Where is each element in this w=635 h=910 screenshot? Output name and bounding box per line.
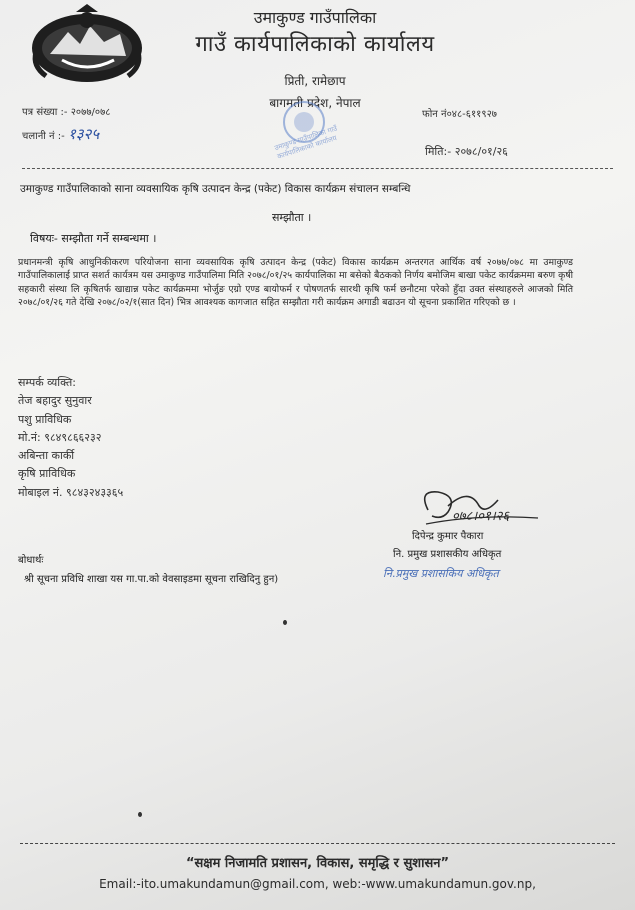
contact-person1-name: तेज बहादुर सुनुवार bbox=[18, 394, 92, 408]
footer-contact: Email:-ito.umakundamun@gmail.com, web:-www.umakundamun.gov.np, bbox=[99, 877, 536, 891]
ink-dot bbox=[283, 620, 287, 625]
subject-heading: उमाकुण्ड गाउँपालिकाको साना व्यवसायिक कृषि उत्पादन केन्द्र (पकेट) विकास कार्यक्रम संचालन सम्बन्धि bbox=[20, 183, 411, 195]
date-value: २०७८/०१/२६ bbox=[454, 145, 508, 158]
notice-body: प्रधानमन्त्री कृषि आधुनिकीकरण परियोजना साना व्यवसायिक कृषि उत्पादन केन्द्र (पकेट) विकास कार्यक्रम अन्तरगत आर्थिक वर्ष २०७७/०७८ मा उमाकुण्ड गाउँपालिकालाई प्राप्त सशर्त कार्यत्रम यस उमाकुण्ड गाउँपालिमा मिति २०७८/०१/२५ कार्यपालिका मा बसेको बैठकको निर्णय बमोजिम बाखा पकेट कार्यक्रममा बरुण कृषी सहकारी संस्था लि कृषितर्फ खाद्यान्न पकेट कार्यक्रममा भोर्जुङ एग्रो एण्ड बायोफर्म र पोषणतर्फ सारथी कृषि फर्म छनौटमा परेको हुँदा उक्त संस्थाहरुले आजको मिति २०७८/०१/२६ गते देखि २०७८/०२/१(सात दिन) भित्र आवश्यक कागजात सहित सम्झौता गरी कार्यक्रम अगाडी बढाउन यो सूचना प्रकाशित गरिएको छ । bbox=[18, 257, 573, 309]
contact-person1-role: पशु प्राविधिक bbox=[18, 412, 72, 426]
date bbox=[425, 144, 508, 159]
chalani-value: १३२५ bbox=[67, 125, 100, 143]
signatory-title-handwritten: नि.प्रमुख प्रशासकिय अधिकृत bbox=[383, 567, 499, 580]
signature-date: ०७८।०१।२६ bbox=[452, 509, 510, 524]
patra-label: पत्र संख्या :- bbox=[22, 107, 68, 118]
municipality-name: उमाकुण्ड गाउँपालिका bbox=[253, 8, 377, 27]
signatory-name: दिपेन्द्र कुमार पैकारा bbox=[412, 531, 484, 542]
subject-line: विषयः- सम्झौता गर्ने सम्बन्धमा । bbox=[30, 232, 157, 245]
contact-person2-name: अबिन्ता कार्की bbox=[18, 449, 75, 463]
patra-sankhya bbox=[22, 104, 111, 118]
chalani-label: चलानी नं :- bbox=[22, 131, 65, 142]
footer-divider bbox=[20, 843, 615, 844]
office-title: गाउँ कार्यपालिकाको कार्यालय bbox=[195, 32, 435, 57]
contact-person2-phone: मोबाइल नं. ९८४३२४३३६५ bbox=[18, 485, 124, 499]
chalani-number bbox=[22, 124, 99, 144]
date-label: मिति:- bbox=[425, 145, 452, 158]
bodhartha-line: श्री सूचना प्रविधि शाखा यस गा.पा.को वेवसाइडमा सूचना राखिदिनु हुन) bbox=[24, 574, 279, 585]
patra-value: २०७७/०७८ bbox=[70, 107, 111, 118]
contact-persons bbox=[18, 374, 123, 502]
contact-person1-phone: मो.नं: ९८४९८६६२३२ bbox=[18, 430, 102, 444]
contact-person2-role: कृषि प्राविधिक bbox=[18, 467, 76, 481]
address-line-2: बागमती प्रदेश, नेपाल bbox=[269, 96, 361, 110]
ink-dot bbox=[138, 812, 142, 817]
office-stamp bbox=[252, 92, 370, 172]
signatory-title: नि. प्रमुख प्रशासकीय अधिकृत bbox=[393, 549, 502, 560]
header-divider bbox=[22, 168, 613, 169]
stamp-text: उमाकुण्ड गाउँपालिका गाउँ कार्यपालिकाको कार्यालय bbox=[273, 124, 339, 161]
footer-motto: “सक्षम निजामति प्रशासन, विकास, समृद्धि र सुशासन” bbox=[185, 856, 450, 871]
address-line-1: प्रिती, रामेछाप bbox=[284, 74, 346, 88]
nepal-emblem-icon bbox=[28, 4, 146, 86]
samjhauta-title: सम्झौता । bbox=[272, 211, 312, 224]
bodhartha-label: बोधार्थः bbox=[18, 555, 44, 566]
phone-number: फोन नं०४८-६११९२७ bbox=[422, 109, 497, 120]
contact-heading: सम्पर्क व्यक्ति: bbox=[18, 376, 77, 389]
